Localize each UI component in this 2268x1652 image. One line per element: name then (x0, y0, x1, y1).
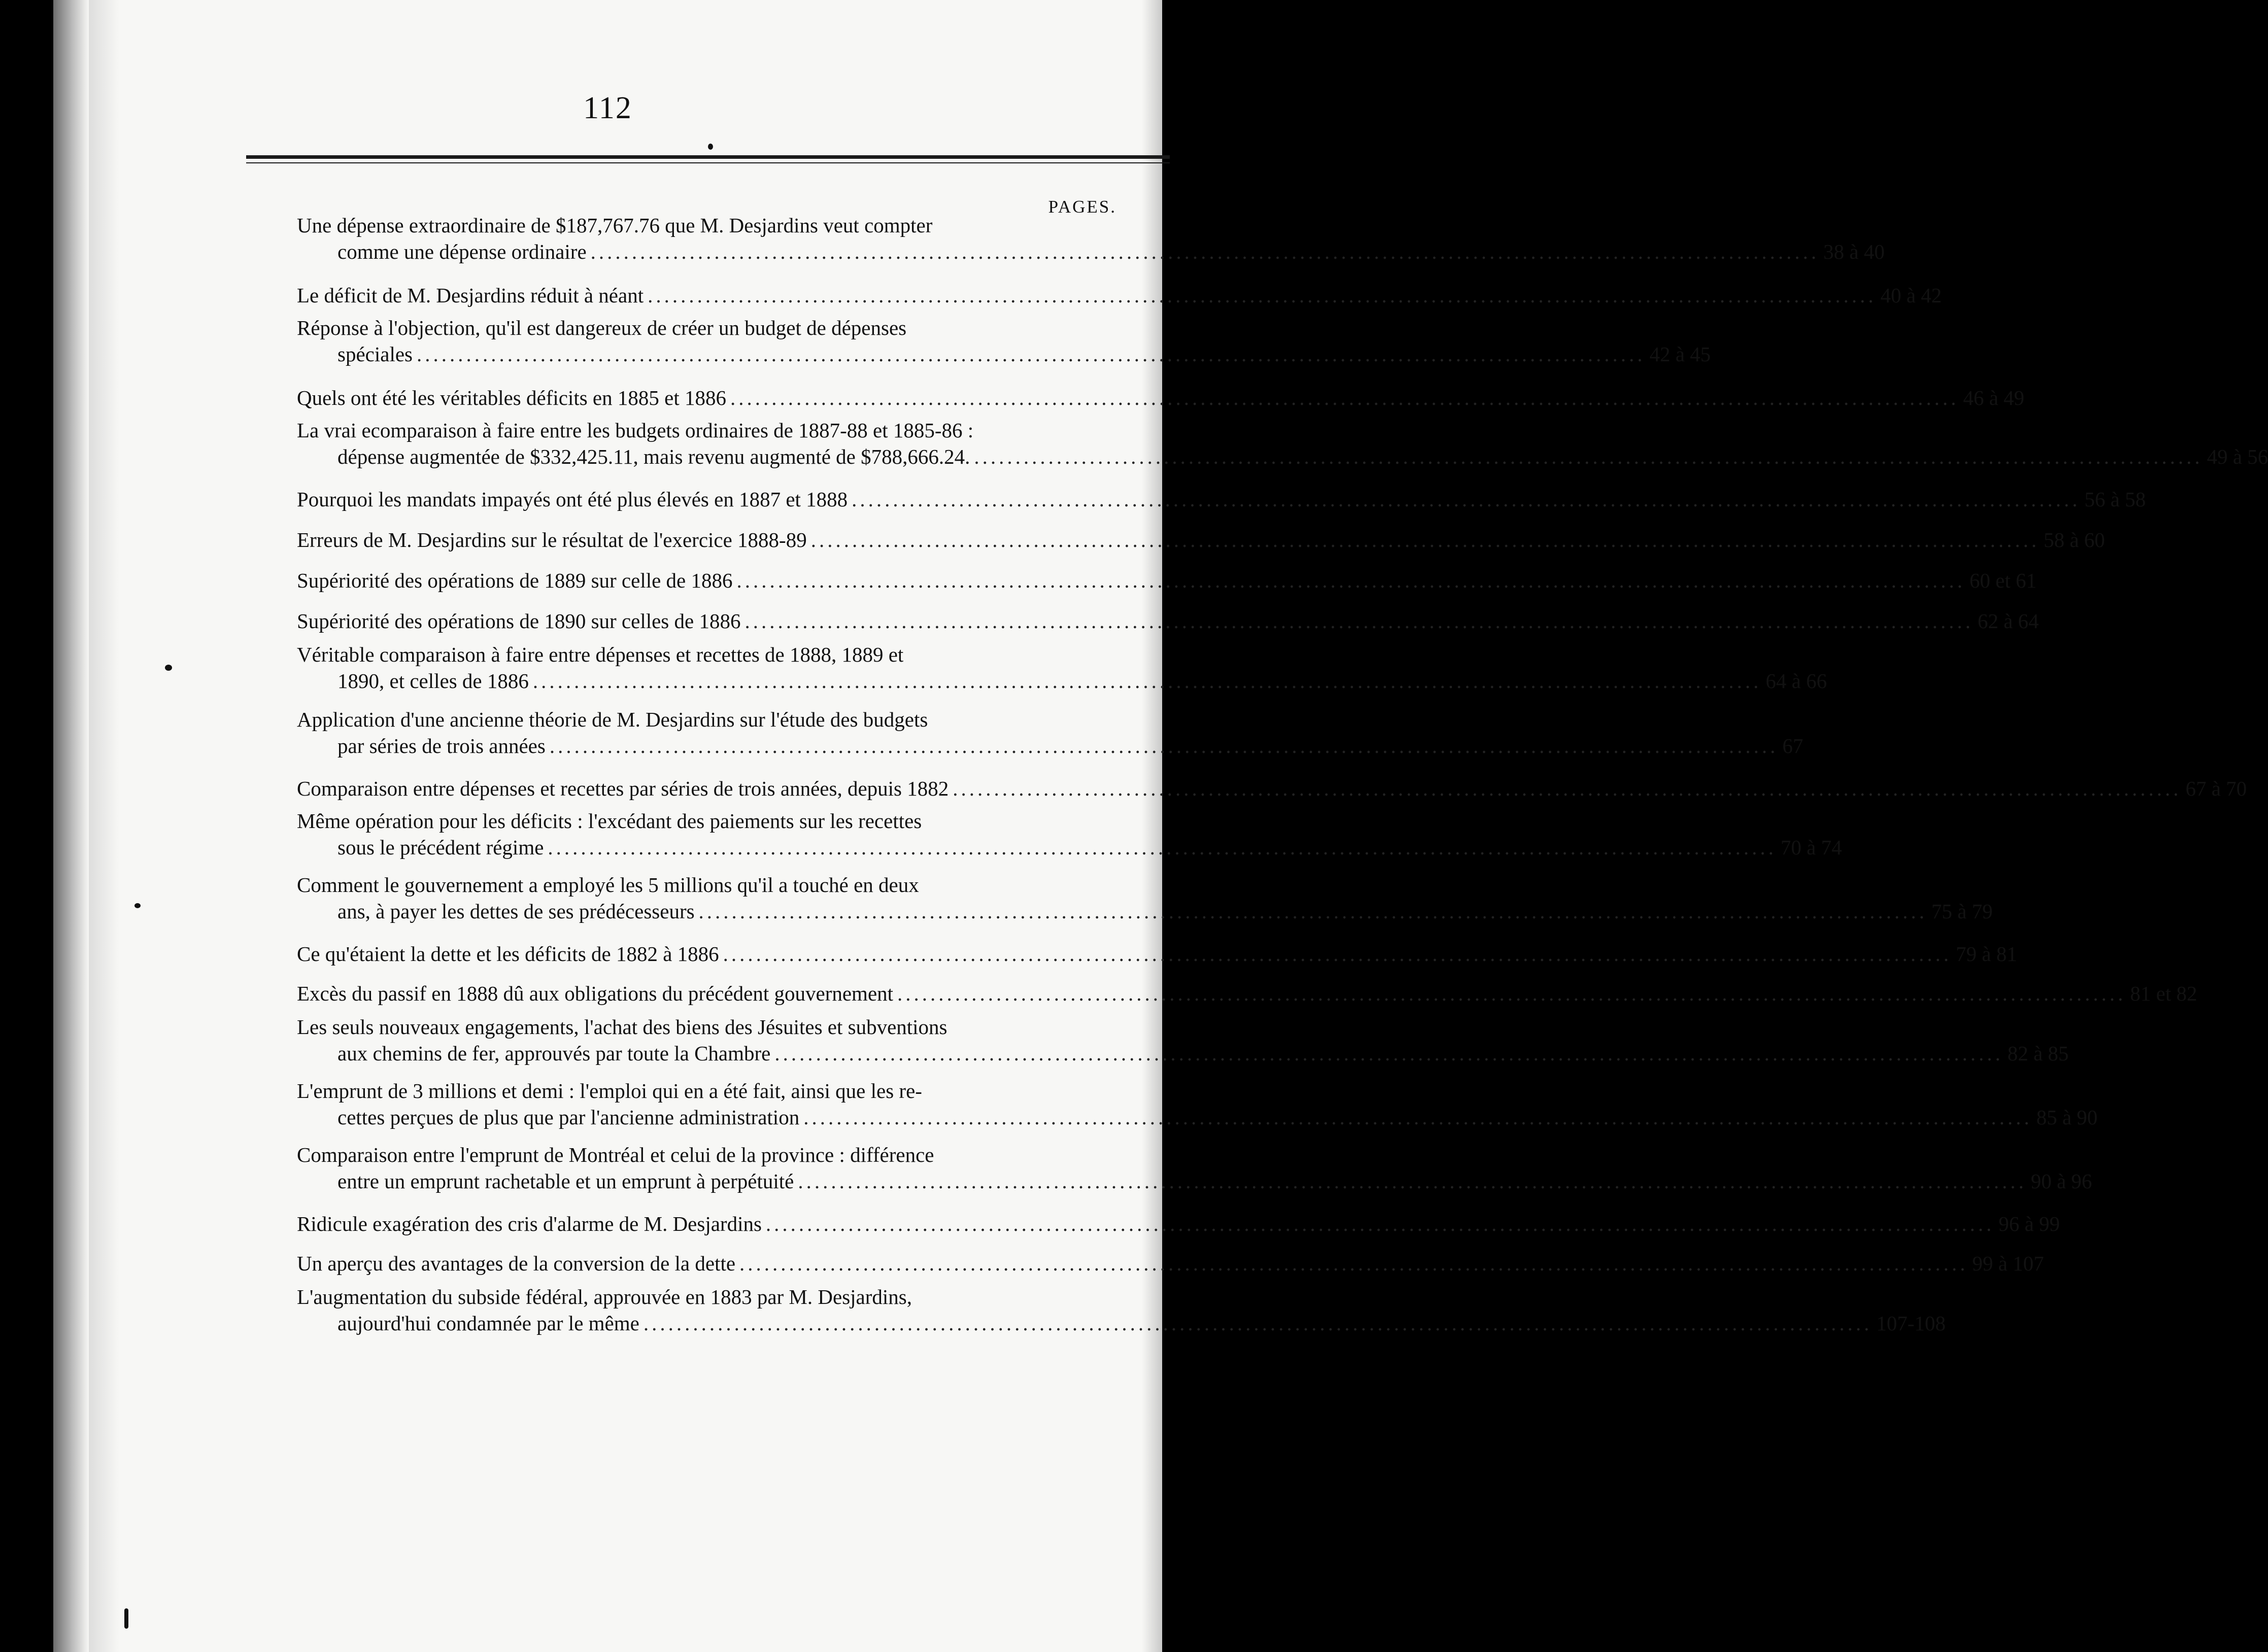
toc-page-ref: 60 et 61 (1969, 569, 2037, 592)
dot-leader (852, 487, 2080, 508)
toc-entry-text: Excès du passif en 1888 dû aux obligations du précédent gouvernement (297, 982, 894, 1005)
toc-entry (241, 1206, 2060, 1236)
toc-entry (241, 1079, 2098, 1129)
toc-entry-text: Ce qu'étaient la dette et les déficits de 1882 à 1886 (297, 942, 719, 966)
dot-leader (774, 1041, 2003, 1062)
scanned-page (53, 0, 2268, 1652)
toc-entry (241, 1015, 2069, 1065)
toc-entry-text: par séries de trois années (337, 734, 546, 758)
toc-entry (241, 707, 1804, 758)
toc-entry-text: Véritable comparaison à faire entre dépenses et recettes de 1888, 1889 et (297, 643, 904, 666)
scan-speck (124, 1608, 128, 1629)
toc-entry-text: Supériorité des opérations de 1889 sur celle de 1886 (297, 569, 733, 592)
dot-leader (744, 609, 1973, 630)
toc-page-ref: 67 à 70 (2185, 777, 2247, 800)
toc-page-ref: 46 à 49 (1963, 386, 2024, 409)
toc-entry-text: entre un emprunt rachetable et un emprunt à perpétuité (337, 1169, 794, 1193)
toc-entry (241, 809, 1842, 859)
toc-entry (241, 316, 1711, 366)
toc-entry (241, 603, 2039, 633)
toc-entry-text: Pourquoi les mandats impayés ont été plus élevés en 1887 et 1888 (297, 488, 848, 511)
toc-entry-text: Erreurs de M. Desjardins sur le résultat de l'exercice 1888-89 (297, 528, 807, 552)
toc-entry (241, 1245, 2044, 1276)
toc-page-ref: 99 à 107 (1972, 1252, 2044, 1275)
dot-leader (417, 342, 1645, 363)
dot-leader (533, 669, 1762, 690)
dot-leader (723, 942, 1952, 962)
toc-entry-text: Même opération pour les déficits : l'excédant des paiements sur les recettes (297, 809, 922, 833)
dot-leader (766, 1212, 1994, 1232)
ornament-dot (708, 144, 713, 150)
toc-page-ref: 81 et 82 (2130, 982, 2197, 1005)
toc-entry-text: dépense augmentée de $332,425.11, mais revenu augmenté de $788,666.24. (337, 445, 970, 468)
toc-page-ref: 79 à 81 (1955, 942, 2017, 966)
toc-entry-text: Comparaison entre dépenses et recettes par séries de trois années, depuis 1882 (297, 777, 949, 800)
header-rule-thin (246, 162, 1170, 163)
scan-speck (165, 665, 172, 671)
toc-entry (241, 522, 2105, 552)
toc-entry-text: cettes perçues de plus que par l'ancienne administration (337, 1106, 800, 1129)
dot-leader (798, 1169, 2026, 1190)
toc-page-ref: 96 à 99 (1999, 1212, 2060, 1235)
toc-entry (241, 873, 1993, 923)
toc-entry-text: Comment le gouvernement a employé les 5 millions qu'il a touché en deux (297, 873, 919, 897)
toc-page-ref: 85 à 90 (2036, 1106, 2098, 1129)
scan-speck (134, 903, 141, 908)
toc-entry-text: spéciales (337, 342, 413, 366)
toc-entry-text: comme une dépense ordinaire (337, 240, 587, 263)
dot-leader (699, 899, 1927, 920)
toc-entry-text: aux chemins de fer, approuvés par toute la Chambre (337, 1042, 771, 1065)
toc-page-ref: 90 à 96 (2030, 1169, 2092, 1193)
toc-entry (241, 936, 2017, 966)
dot-leader (739, 1251, 1968, 1272)
dot-leader (897, 981, 2126, 1002)
toc-entry-text: Réponse à l'objection, qu'il est dangereux de créer un budget de dépenses (297, 316, 907, 339)
toc-entry-text: Les seuls nouveaux engagements, l'achat des biens des Jésuites et subventions (297, 1015, 947, 1039)
toc-entry-text: Un aperçu des avantages de la conversion de la dette (297, 1252, 736, 1275)
toc-entry (241, 642, 1827, 693)
dot-leader (648, 283, 1876, 304)
toc-page-ref: 40 à 42 (1880, 284, 1942, 307)
toc-entry-text: Application d'une ancienne théorie de M. Desjardins sur l'étude des budgets (297, 708, 928, 731)
binding-shadow (53, 0, 89, 1652)
toc-entry (241, 1143, 2092, 1193)
toc-page-ref: 38 à 40 (1823, 240, 1885, 263)
toc-page-ref: 75 à 79 (1931, 900, 1993, 923)
dot-leader (730, 386, 1959, 406)
toc-entry (241, 770, 2247, 801)
toc-page-ref: 70 à 74 (1780, 836, 1842, 859)
toc-page-ref: 107-108 (1876, 1312, 1946, 1335)
dot-leader (737, 568, 1966, 589)
toc-entry-text: Quels ont été les véritables déficits en 1885 et 1886 (297, 386, 726, 409)
toc-entry-text: sous le précédent régime (337, 836, 544, 859)
toc-page-ref: 42 à 45 (1649, 342, 1711, 366)
toc-entry-text: aujourd'hui condamnée par le même (337, 1312, 639, 1335)
header-rule-thick (246, 155, 1170, 159)
toc-page-ref: 58 à 60 (2043, 528, 2105, 552)
dot-leader (550, 734, 1778, 754)
page-number: 112 (583, 91, 632, 125)
toc-entry-text: Le déficit de M. Desjardins réduit à néant (297, 284, 644, 307)
toc-entry (241, 481, 2146, 511)
toc-entry (241, 562, 2037, 593)
dot-leader (548, 835, 1776, 856)
dot-leader (803, 1105, 2032, 1126)
table-of-contents (241, 207, 2268, 1335)
dot-leader (953, 776, 2181, 797)
toc-entry (241, 418, 2268, 469)
toc-entry-text: Supériorité des opérations de 1890 sur celles de 1886 (297, 609, 741, 633)
binding-shadow-soft (89, 0, 119, 1652)
pages-column-heading: PAGES. (1048, 197, 1116, 217)
toc-page-ref: 82 à 85 (2007, 1042, 2069, 1065)
toc-page-ref: 64 à 66 (1766, 669, 1827, 693)
toc-entry-text: 1890, et celles de 1886 (337, 669, 529, 693)
toc-entry-text: L'augmentation du subside fédéral, approuvée en 1883 par M. Desjardins, (297, 1285, 912, 1309)
toc-entry-text: ans, à payer les dettes de ses prédécesseurs (337, 900, 695, 923)
toc-entry (241, 1285, 1946, 1335)
toc-entry (241, 380, 2024, 410)
toc-entry-text: L'emprunt de 3 millions et demi : l'emploi qui en a été fait, ainsi que les re- (297, 1079, 922, 1103)
toc-entry-text: Ridicule exagération des cris d'alarme de M. Desjardins (297, 1212, 762, 1235)
dot-leader (591, 239, 1819, 260)
toc-entry (241, 213, 1885, 264)
dot-leader (644, 1311, 1872, 1332)
toc-page-ref: 49 à 56 (2207, 445, 2268, 468)
toc-entry-text: Une dépense extraordinaire de $187,767.76 que M. Desjardins veut compter (297, 214, 933, 237)
toc-page-ref: 67 (1782, 734, 1804, 758)
toc-entry-text: Comparaison entre l'emprunt de Montréal et celui de la province : différence (297, 1143, 934, 1166)
toc-entry (241, 277, 1942, 307)
dot-leader (811, 528, 2040, 548)
dot-leader (974, 444, 2203, 465)
toc-entry (241, 975, 2197, 1006)
toc-page-ref: 62 à 64 (1977, 609, 2039, 633)
toc-entry-text: La vrai ecomparaison à faire entre les budgets ordinaires de 1887-88 et 1885-86 : (297, 419, 974, 442)
toc-page-ref: 56 à 58 (2084, 488, 2146, 511)
